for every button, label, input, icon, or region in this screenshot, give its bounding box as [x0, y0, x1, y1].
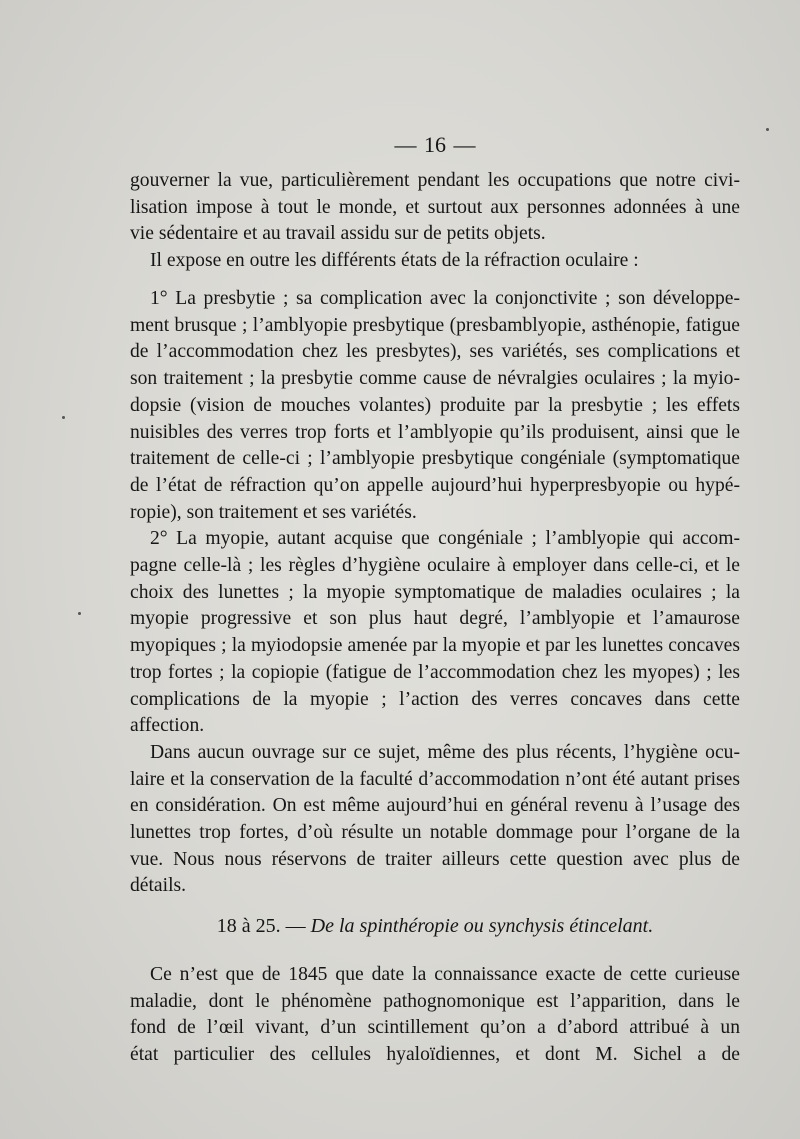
line: laire et la conservation de la faculté d’accommodation n’ont été autant prises [130, 768, 740, 790]
line: Dans aucun ouvrage sur ce sujet, même des plus récents, l’hygiène ocu- [150, 741, 740, 763]
line: dopsie (vision de mouches volantes) produite par la presbytie ; les effets [130, 394, 740, 416]
line: fond de l’œil vivant, d’un scintillement qu’on a d’abord attribué à un [130, 1017, 740, 1039]
line: son traitement ; la presbytie comme cause de névralgies oculaires ; la myio- [130, 368, 740, 390]
line: lisation impose à tout le monde, et surtout aux personnes adonnées à une [130, 196, 740, 218]
opening-text-block [130, 168, 740, 275]
section-dash: — [285, 915, 306, 937]
line: 1° La presbytie ; sa complication avec la conjonctivite ; son développe- [150, 288, 740, 309]
line: myopiques ; la myiodopsie amenée par la myopie et par les lunettes concaves [130, 635, 740, 657]
speck [62, 416, 65, 419]
line: Il expose en outre les différents états de la réfraction oculaire : [150, 250, 639, 272]
section-title: De la spinthéropie ou synchysis étincelant. [310, 915, 654, 937]
line: Ce n’est que de 1845 que date la connaissance exacte de cette curieuse [150, 964, 740, 985]
line: trop fortes ; la copiopie (fatigue de l’accommodation chez les myopes) ; les [130, 661, 740, 683]
line: traitement de celle-ci ; l’amblyopie presbytique congéniale (symptomatique [130, 448, 740, 470]
line: gouverner la vue, particulièrement pendant les occupations que notre civi- [130, 170, 740, 191]
line: détails. [130, 875, 187, 897]
speck [766, 128, 769, 131]
line: pagne celle-là ; les règles d’hygiène oculaire à employer dans celle-ci, et le [130, 555, 740, 577]
spintheropie-text-block [130, 962, 740, 1069]
line: ropie), son traitement et ses variétés. [130, 501, 417, 523]
line: état particulier des cellules hyaloïdiennes, et dont M. Sichel a de [130, 1044, 740, 1066]
line: complications de la myopie ; l’action des verres concaves dans cette affection. [130, 688, 740, 737]
line: de l’accommodation chez les presbytes), ses variétés, ses complications et [130, 341, 740, 363]
section-heading [130, 912, 740, 940]
line: de l’état de réfraction qu’on appelle aujourd’hui hyperpresbyopie ou hypé- [130, 474, 740, 496]
line: 2° La myopie, autant acquise que congéniale ; l’amblyopie qui accom- [150, 528, 740, 550]
line: vue. Nous nous réservons de traiter ailleurs cette question avec plus de [130, 848, 740, 870]
line: choix des lunettes ; la myopie symptomatique de maladies oculaires ; la [130, 581, 740, 603]
line: vie sédentaire et au travail assidu sur de petits objets. [130, 223, 546, 245]
line: myopie progressive et son plus haut degré, l’amblyopie et l’amaurose [130, 608, 740, 630]
section-number: 18 à 25. [216, 915, 281, 937]
line: en considération. On est même aujourd’hui en général revenu à l’usage des [130, 795, 740, 817]
speck [78, 612, 81, 615]
line: lunettes trop fortes, d’où résulte un notable dommage pour l’organe de la [130, 822, 740, 844]
line: nuisibles des verres trop forts et l’amblyopie qu’ils produisent, ainsi que le [130, 421, 740, 443]
refraction-list-block [130, 286, 740, 900]
line: maladie, dont le phénomène pathognomonique est l’apparition, dans le [130, 990, 740, 1012]
line: ment brusque ; l’amblyopie presbytique (presbamblyopie, asthénopie, fatigue [130, 314, 740, 336]
page-number: — 16 — [394, 132, 476, 157]
